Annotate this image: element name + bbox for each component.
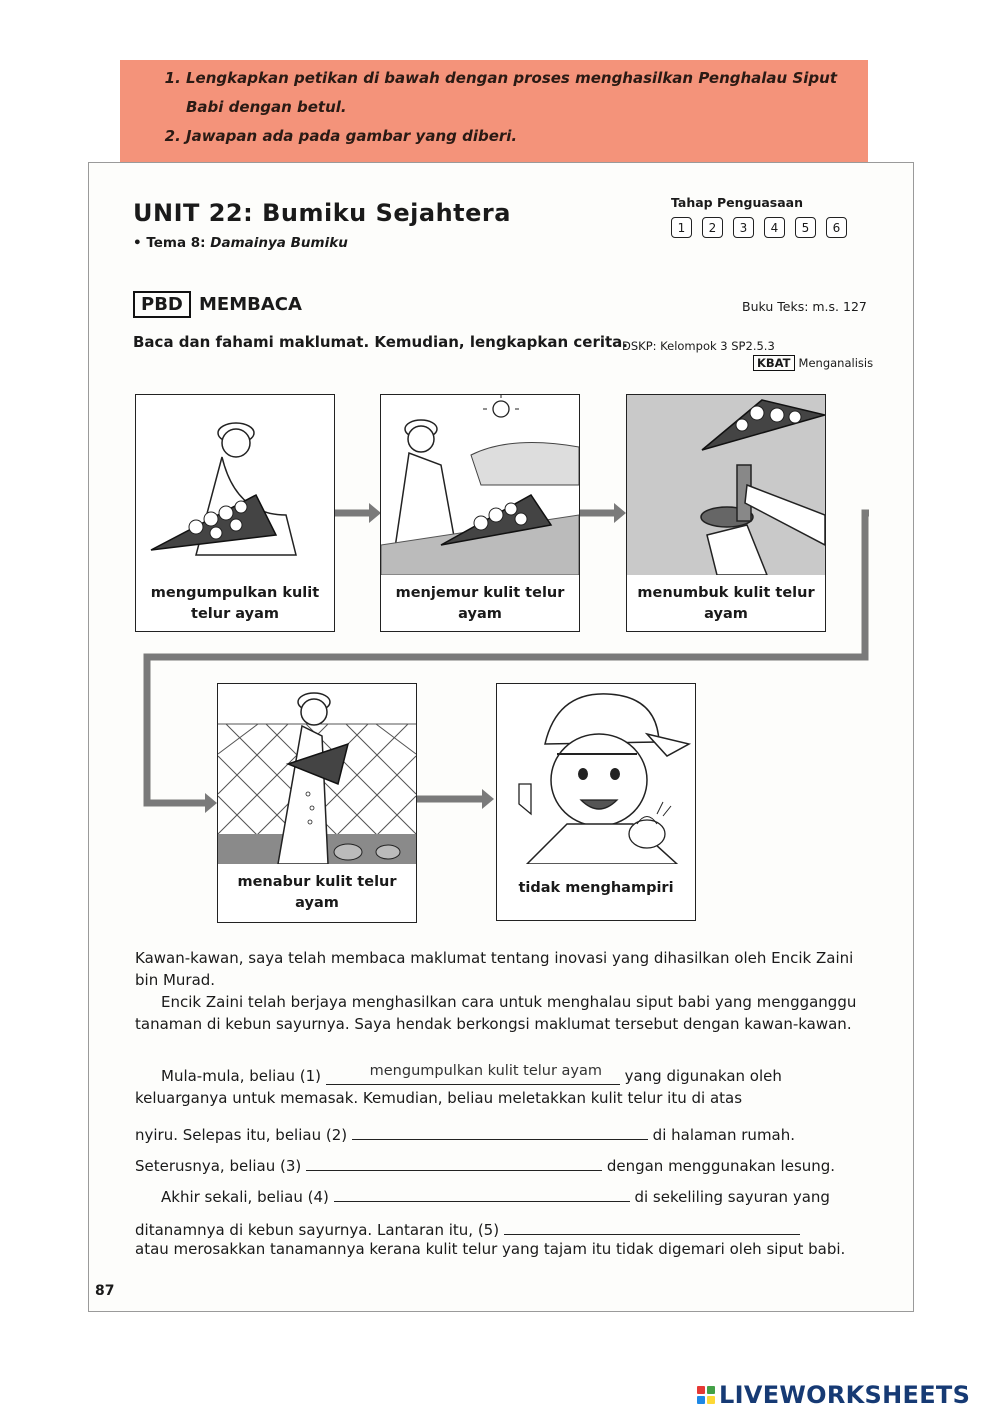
sentence-4-suffix: di sekeliling sayuran yang [634, 1188, 830, 1206]
collecting-illustration [136, 395, 334, 575]
story-sentence-3 [135, 1152, 871, 1177]
tahap-level-box: 6 [826, 217, 847, 238]
step-caption: mengumpulkan kulit telur ayam [150, 585, 320, 622]
drying-illustration [381, 395, 579, 575]
kbat-badge: KBAT [753, 355, 795, 371]
tema-name: Damainya Bumiku [210, 235, 348, 251]
tahap-level-box: 1 [671, 217, 692, 238]
worksheet-page [88, 162, 914, 1312]
sentence-4-prefix: Akhir sekali, beliau (4) [161, 1188, 329, 1206]
sentence-2-prefix: nyiru. Selepas itu, beliau (2) [135, 1126, 348, 1144]
sentence-5-prefix: ditanamnya di kebun sayurnya. Lantaran itu, (5) [135, 1221, 500, 1239]
answer-blank-4[interactable] [334, 1183, 630, 1202]
instruction-item: 1. Lengkapkan petikan di bawah dengan proses menghasilkan Penghalau Siput Babi dengan betul. [186, 64, 848, 122]
step-panel-spread [217, 683, 417, 923]
tahap-level-box: 3 [733, 217, 754, 238]
logo-mark-icon [697, 1386, 715, 1404]
logo-text: LIVEWORKSHEETS [719, 1381, 971, 1409]
sentence-3-suffix: dengan menggunakan lesung. [606, 1157, 836, 1175]
sentence-2-suffix: di halaman rumah. [652, 1126, 796, 1144]
unit-title: UNIT 22: Bumiku Sejahtera [133, 199, 511, 227]
step-caption: menumbuk kulit telur ayam [637, 585, 815, 622]
step-panel-collect [135, 394, 335, 632]
section-title: MEMBACA [199, 294, 302, 315]
instruction-banner [120, 60, 868, 172]
tema-prefix: • Tema 8: [133, 235, 211, 251]
answer-1-text: mengumpulkan kulit telur ayam [369, 1063, 603, 1079]
story-sentence-4 [135, 1183, 871, 1208]
tahap-level-box: 4 [764, 217, 785, 238]
result-illustration [497, 684, 695, 864]
page-number: 87 [95, 1283, 115, 1299]
story-intro: Kawan-kawan, saya telah membaca maklumat tentang inovasi yang dihasilkan oleh Encik Zaini bin Murad. [135, 949, 854, 989]
dskp-reference: DSKP: Kelompok 3 SP2.5.3 [622, 339, 775, 353]
step-panel-dry [380, 394, 580, 632]
sentence-1-suffix: yang digunakan oleh [624, 1067, 782, 1085]
tahap-level-box: 2 [702, 217, 723, 238]
spreading-illustration [218, 684, 416, 864]
story-sentence-5-cont: atau merosakkan tanamannya kerana kulit telur yang tajam itu tidak digemari oleh siput babi. [135, 1240, 846, 1258]
answer-blank-3[interactable] [306, 1152, 602, 1171]
story-sentence-1-cont: keluarganya untuk memasak. Kemudian, beliau meletakkan kulit telur itu di atas [135, 1089, 743, 1107]
liveworksheets-logo [697, 1381, 970, 1409]
story-sentence-1 [135, 1065, 871, 1087]
sentence-3-prefix: Seterusnya, beliau (3) [135, 1157, 302, 1175]
sentence-1-prefix: Mula-mula, beliau (1) [161, 1067, 322, 1085]
tahap-level-box: 5 [795, 217, 816, 238]
tahap-label: Tahap Penguasaan [671, 195, 804, 210]
pbd-badge: PBD [133, 291, 191, 318]
task-instruction: Baca dan fahami maklumat. Kemudian, lengkapkan cerita. [133, 333, 628, 351]
answer-blank-1[interactable] [326, 1063, 620, 1085]
step-caption: tidak menghampiri [518, 880, 674, 896]
instruction-item: 2. Jawapan ada pada gambar yang diberi. [186, 122, 848, 151]
step-panel-pound [626, 394, 826, 632]
pounding-illustration [627, 395, 825, 575]
story-paragraph-2: Encik Zaini telah berjaya menghasilkan cara untuk menghalau siput babi yang mengganggu tanaman di kebun sayurnya. Saya hendak berkongsi maklumat tersebut dengan kawan-kawan. [135, 993, 857, 1033]
textbook-reference: Buku Teks: m.s. 127 [742, 299, 867, 314]
step-caption: menabur kulit telur ayam [237, 874, 397, 911]
answer-blank-5[interactable] [504, 1216, 800, 1235]
story-sentence-2 [135, 1121, 871, 1146]
kbat-text: Menganalisis [798, 356, 874, 370]
step-caption: menjemur kulit telur ayam [395, 585, 565, 622]
answer-blank-2[interactable] [352, 1121, 648, 1140]
step-panel-result [496, 683, 696, 921]
instruction-list [160, 64, 848, 151]
